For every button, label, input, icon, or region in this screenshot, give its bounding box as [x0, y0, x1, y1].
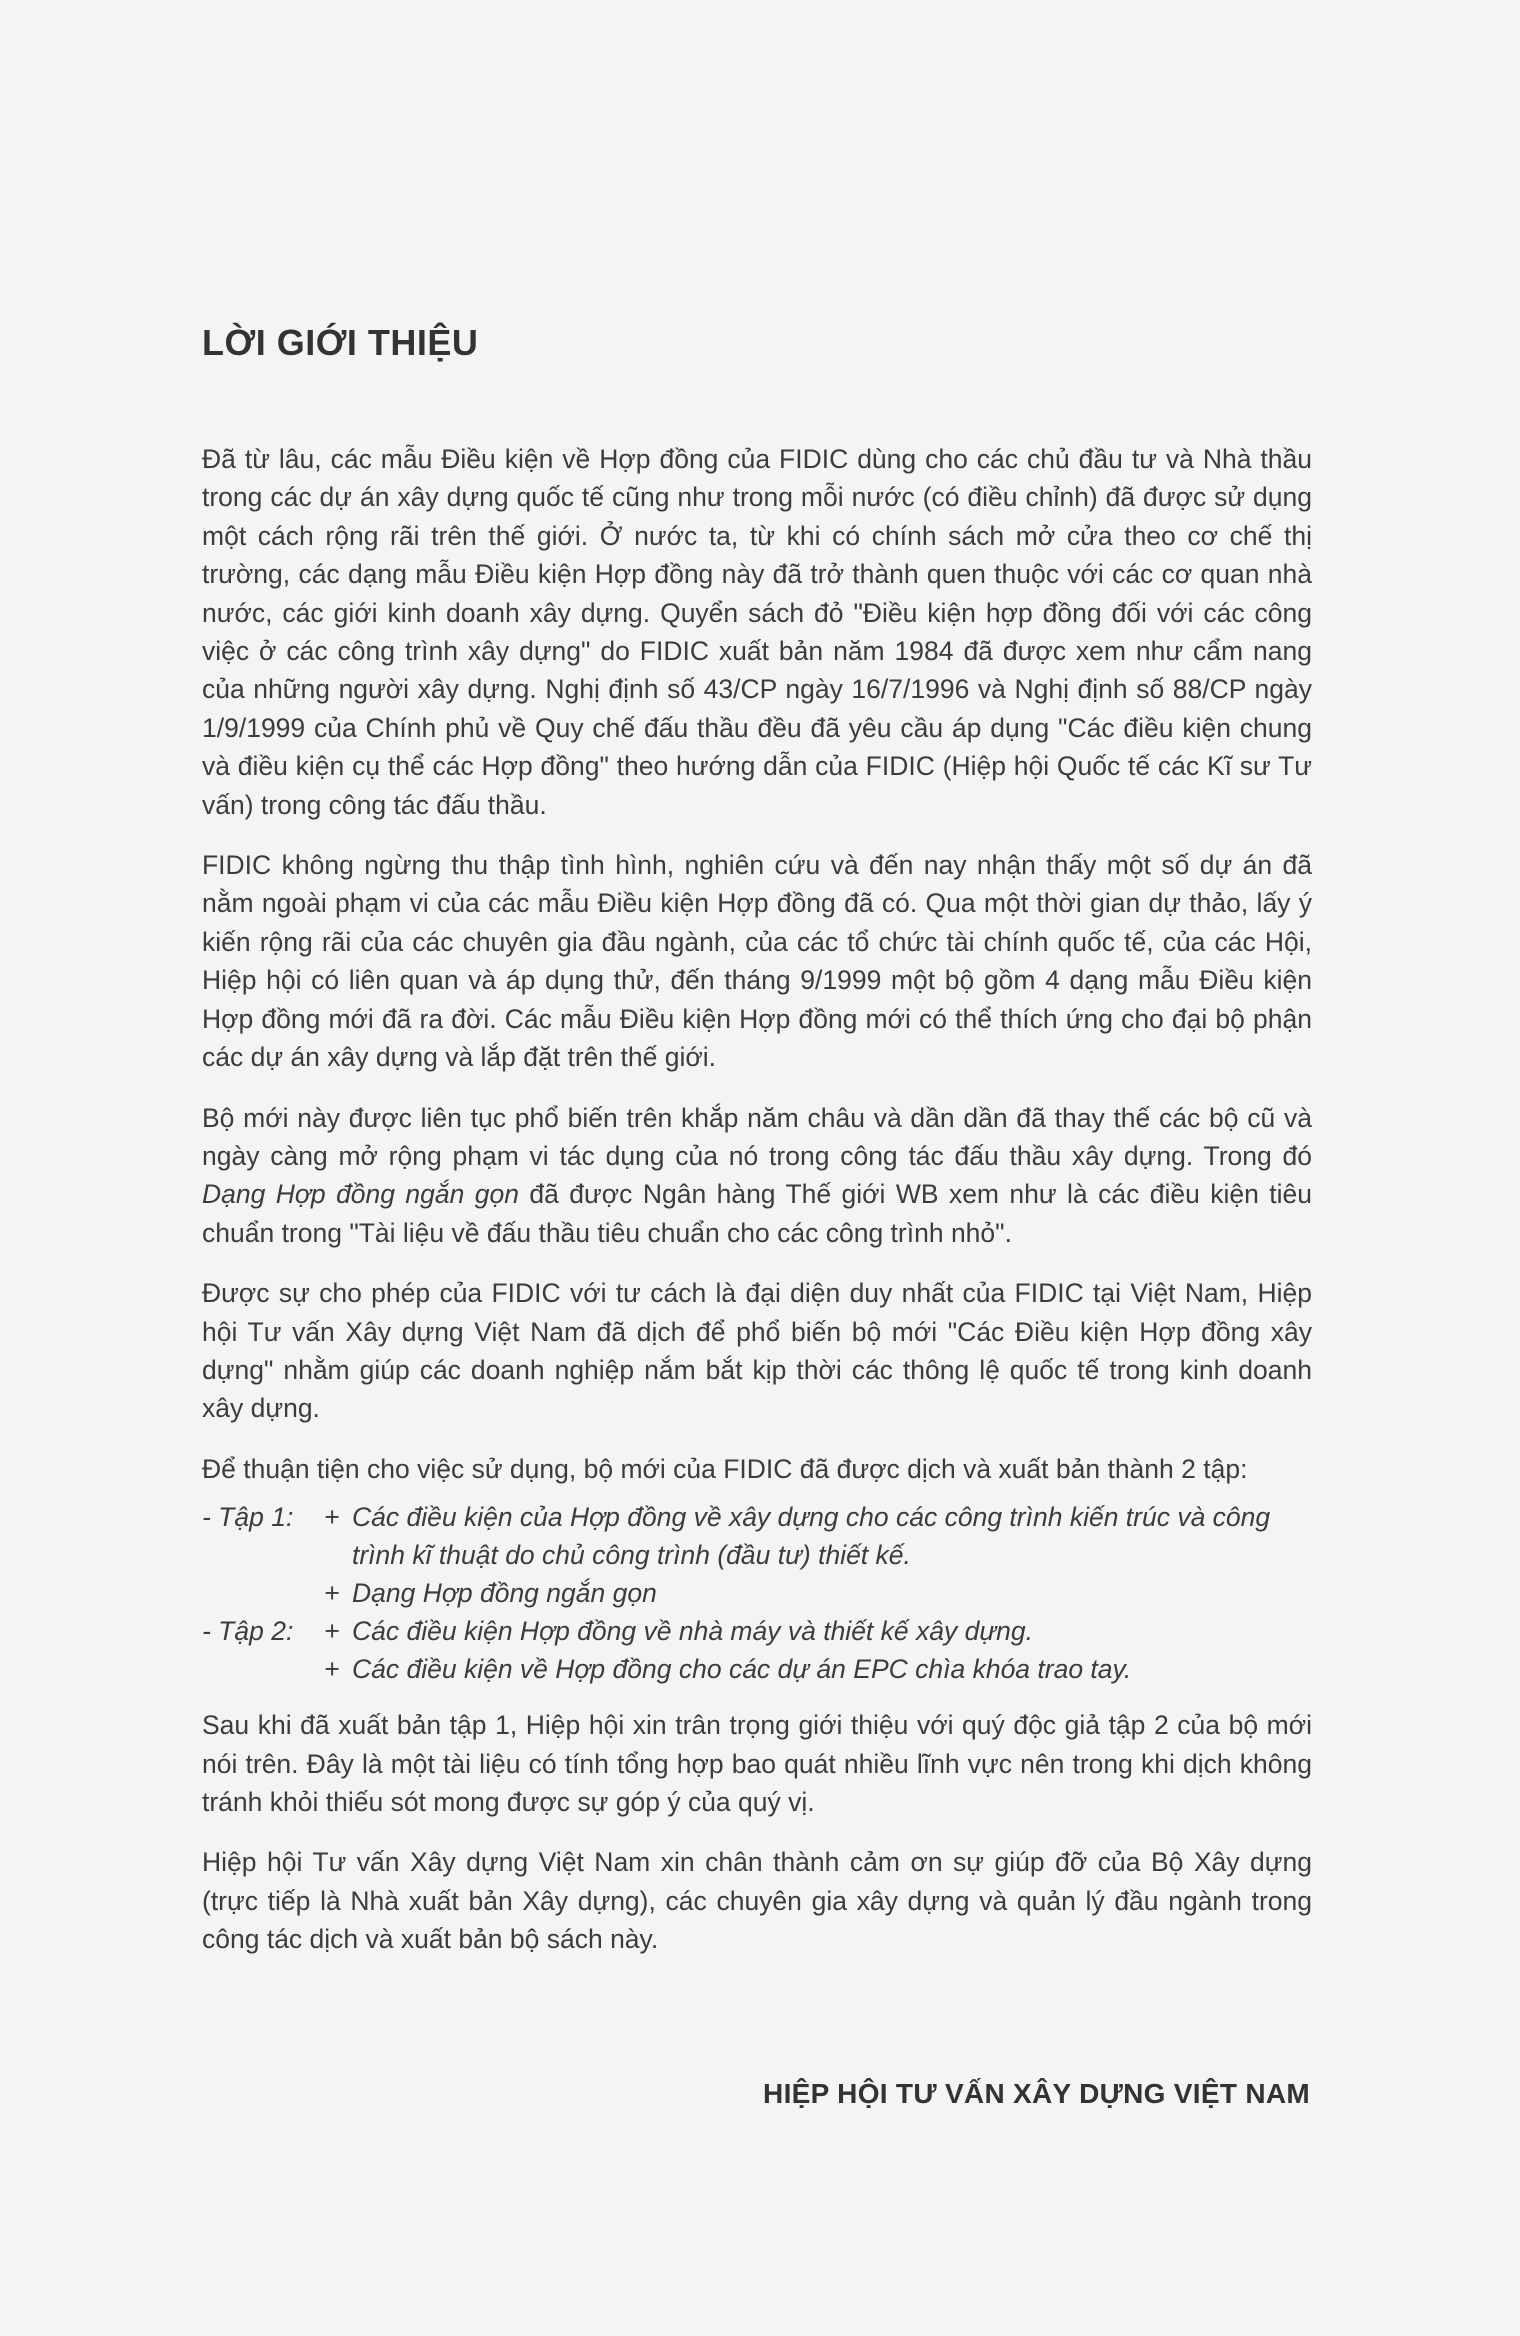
paragraph-1: Đã từ lâu, các mẫu Điều kiện về Hợp đồng của FIDIC dùng cho các chủ đầu tư và Nhà thầu trong các dự án xây dựng quốc tế cũng như trong mỗi nước (có điều chỉnh) đã được sử dụng một cách rộng rãi trên thế giới. Ở nước ta, từ khi có chính sách mở cửa theo cơ chế thị trường, các dạng mẫu Điều kiện Hợp đồng này đã trở thành quen thuộc với các cơ quan nhà nước, các giới kinh doanh xây dựng. Quyển sách đỏ "Điều kiện hợp đồng đối với các công việc ở các công trình xây dựng" do FIDIC xuất bản năm 1984 đã được xem như cẩm nang của những người xây dựng. Nghị định số 43/CP ngày 16/7/1996 và Nghị định số 88/CP ngày 1/9/1999 của Chính phủ về Quy chế đấu thầu đều đã yêu cầu áp dụng "Các điều kiện chung và điều kiện cụ thể các Hợp đồng" theo hướng dẫn của FIDIC (Hiệp hội Quốc tế các Kĩ sư Tư vấn) trong công tác đấu thầu. [202, 444, 1312, 820]
volume-2-row-2 [202, 1650, 1312, 1688]
volume-1-item-2 [324, 1574, 1312, 1612]
plus-marker: + [324, 1502, 340, 1533]
paragraph-3-text-start: Bộ mới này được liên tục phổ biến trên khắp năm châu và dần dần đã thay thế các bộ cũ và ngày càng mở rộng phạm vi tác dụng của nó trong công tác đấu thầu xây dựng. Trong đó [202, 1102, 1312, 1171]
paragraph-7: Hiệp hội Tư vấn Xây dựng Việt Nam xin chân thành cảm ơn sự giúp đỡ của Bộ Xây dựng (trực tiếp là Nhà xuất bản Xây dựng), các chuyên gia xây dựng và quản lý đầu ngành trong công tác dịch và xuất bản bộ sách này. [202, 1847, 1312, 1955]
volume-1-row-2 [202, 1574, 1312, 1612]
signature: HIỆP HỘI TƯ VẤN XÂY DỰNG VIỆT NAM [763, 2078, 1310, 2109]
volume-2-item-1 [324, 1612, 1312, 1650]
page-title: LỜI GIỚI THIỆU [202, 322, 479, 363]
volumes-list [202, 1498, 1312, 1688]
volume-2-item-2-text: Các điều kiện về Hợp đồng cho các dự án EPC chìa khóa trao tay. [352, 1654, 1132, 1685]
paragraph-3-text-end: đã được Ngân hàng Thế giới WB xem như là các điều kiện tiêu chuẩn trong "Tài liệu về đấu thầu tiêu chuẩn cho các công trình nhỏ". [202, 1179, 1312, 1248]
plus-marker: + [324, 1578, 340, 1609]
volumes-intro: Để thuận tiện cho việc sử dụng, bộ mới của FIDIC đã được dịch và xuất bản thành 2 tập: [202, 1453, 1248, 1484]
paragraph-2: FIDIC không ngừng thu thập tình hình, nghiên cứu và đến nay nhận thấy một số dự án đã nằm ngoài phạm vi của các mẫu Điều kiện Hợp đồng đã có. Qua một thời gian dự thảo, lấy ý kiến rộng rãi của các chuyên gia đầu ngành, của các tổ chức tài chính quốc tế, của các Hội, Hiệp hội có liên quan và áp dụng thử, đến tháng 9/1999 một bộ gồm 4 dạng mẫu Điều kiện Hợp đồng mới đã ra đời. Các mẫu Điều kiện Hợp đồng mới có thể thích ứng cho đại bộ phận các dự án xây dựng và lắp đặt trên thế giới. [202, 850, 1312, 1073]
volume-1-label: - Tập 1: [202, 1502, 294, 1533]
paragraph-4: Được sự cho phép của FIDIC với tư cách là đại diện duy nhất của FIDIC tại Việt Nam, Hiệp hội Tư vấn Xây dựng Việt Nam đã dịch để phổ biến bộ mới "Các Điều kiện Hợp đồng xây dựng" nhằm giúp các doanh nghiệp nắm bắt kịp thời các thông lệ quốc tế trong kinh doanh xây dựng. [202, 1278, 1312, 1424]
volume-1-item-1 [324, 1498, 1312, 1574]
volume-1-row [202, 1498, 1312, 1574]
volume-2-label: - Tập 2: [202, 1616, 294, 1647]
volume-2-item-1-text: Các điều kiện Hợp đồng về nhà máy và thiết kế xây dựng. [352, 1616, 1033, 1647]
paragraph-3 [202, 1099, 1312, 1253]
document-body [202, 440, 1312, 1981]
volume-2-item-2 [324, 1650, 1312, 1688]
paragraph-6: Sau khi đã xuất bản tập 1, Hiệp hội xin trân trọng giới thiệu với quý độc giả tập 2 của bộ mới nói trên. Đây là một tài liệu có tính tổng hợp bao quát nhiều lĩnh vực nên trong khi dịch không tránh khỏi thiếu sót mong được sự góp ý của quý vị. [202, 1710, 1312, 1817]
paragraph-3-italic-term: Dạng Hợp đồng ngắn gọn [202, 1179, 520, 1210]
volume-2-row [202, 1612, 1312, 1650]
plus-marker: + [324, 1654, 340, 1685]
volume-1-item-2-text: Dạng Hợp đồng ngắn gọn [352, 1578, 657, 1609]
plus-marker: + [324, 1616, 340, 1647]
volume-1-item-1-text: Các điều kiện của Hợp đồng về xây dựng cho các công trình kiến trúc và công trình kĩ thuật do chủ công trình (đầu tư) thiết kế. [352, 1502, 1271, 1571]
